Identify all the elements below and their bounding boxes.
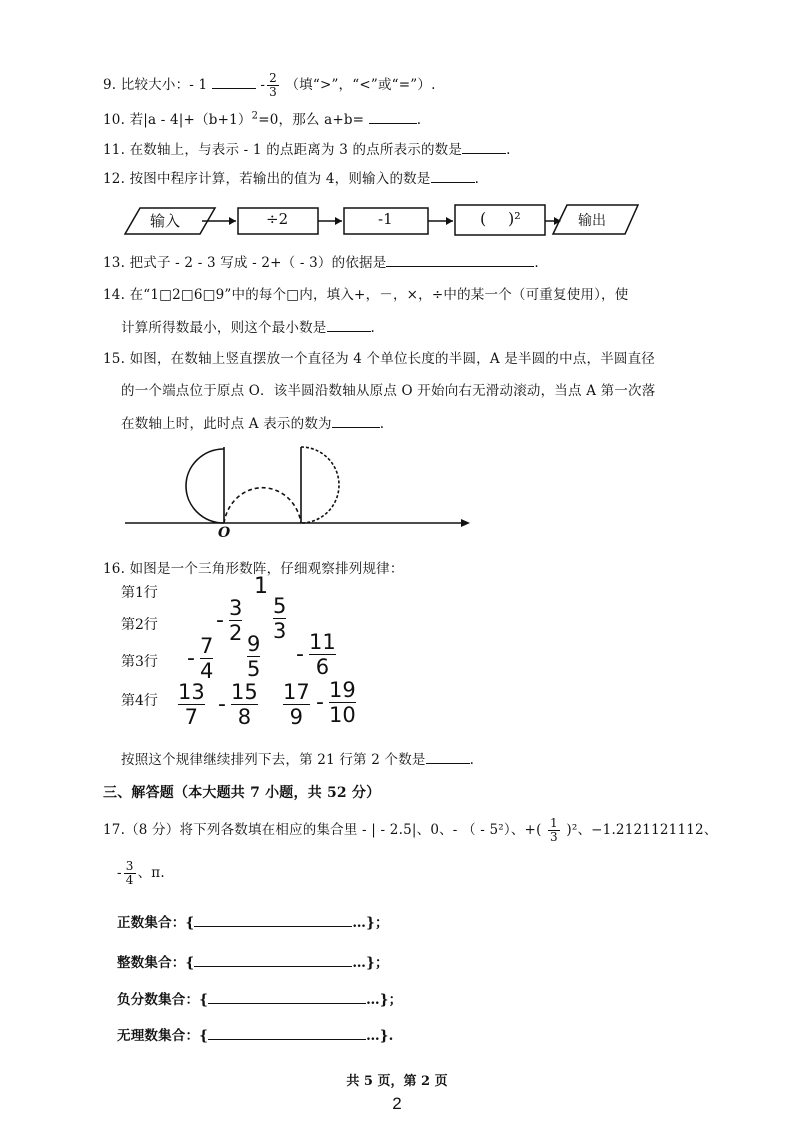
set-end: …}； xyxy=(366,992,403,1008)
semicircle-start xyxy=(186,449,224,523)
set-integer xyxy=(117,951,389,971)
semicircle-end xyxy=(301,447,339,523)
row4-item2: - $\frac{15}{8}$ xyxy=(218,680,258,729)
flow-input-label: 输入 xyxy=(150,212,181,230)
set-end: …}； xyxy=(352,955,389,971)
set-label: 正数集合：{ xyxy=(117,915,195,931)
set-irrational xyxy=(117,1024,394,1044)
row3-item2: $\frac{9}{5}$ xyxy=(247,632,261,681)
flow-step3-open: ( xyxy=(480,209,487,228)
row4-item1: $\frac{13}{7}$ xyxy=(178,680,205,729)
flow-step2-label: -1 xyxy=(378,210,393,228)
question-text: 按照这个规律继续排列下去，第 21 行第 2 个数是 xyxy=(121,752,426,768)
row2-item1: - $\frac{3}{2}$ xyxy=(216,596,243,645)
set-end: …}. xyxy=(366,1028,394,1044)
question-number: 11. xyxy=(103,142,126,158)
sign: - xyxy=(117,865,122,881)
question-text: 如图是一个三角形数阵，仔细观察排列规律： xyxy=(129,561,404,577)
question-text: 比较大小：- 1 xyxy=(120,77,208,93)
set-positive xyxy=(117,911,389,931)
row3-item1: - $\frac{7}{4}$ xyxy=(187,634,214,683)
set-label: 整数集合：{ xyxy=(117,955,195,971)
period: . xyxy=(469,752,475,768)
question-text: 的一个端点位于原点 O．该半圆沿数轴从原点 O 开始向右无滑动滚动，当点 A 第一次落 xyxy=(121,383,656,399)
row-label-1: 第1行 xyxy=(121,585,158,601)
set-end: …}； xyxy=(352,915,389,931)
question-text: 计算所得数最小，则这个最小数是 xyxy=(121,320,327,336)
question-text: 如图，在数轴上竖直摆放一个直径为 4 个单位长度的半圆，A 是半圆的中点，半圆直径 xyxy=(129,351,655,367)
page-number: 2 xyxy=(392,1094,402,1113)
set-label: 无理数集合：{ xyxy=(117,1028,209,1044)
exponent: 2 xyxy=(251,110,259,122)
question-number: 14. xyxy=(103,287,126,303)
answer-blank[interactable] xyxy=(208,1027,366,1040)
fraction-three-quarters: $\frac{3}{4}$ xyxy=(125,859,134,887)
question-number: 17. xyxy=(103,822,126,838)
answer-blank[interactable] xyxy=(194,914,352,927)
question-text: 将下列各数填在相应的集合里 - | - 2.5|、0、- （ - 5²）、+( xyxy=(179,822,547,838)
row-label-3: 第3行 xyxy=(121,654,158,670)
origin-label: O xyxy=(218,525,231,541)
row1-item1: 1 xyxy=(254,574,268,599)
question-text: )²、−1.2121121112、 xyxy=(561,822,718,838)
fraction-one-third: $\frac{1}{3}$ xyxy=(550,816,558,844)
question-number: 16. xyxy=(103,561,126,577)
rolling-path xyxy=(224,488,301,523)
question-text: 把式子 - 2 - 3 写成 - 2+（ - 3）的依据是 xyxy=(129,255,387,271)
question-text: 按图中程序计算，若输出的值为 4，则输入的数是 xyxy=(129,171,431,187)
question-17-line2 xyxy=(117,860,165,887)
flow-output-label: 输出 xyxy=(578,213,606,229)
score: （8 分） xyxy=(125,822,180,838)
set-label: 负分数集合：{ xyxy=(117,992,209,1008)
sign: - xyxy=(260,77,266,93)
period: . xyxy=(534,255,539,271)
row-label-4: 第4行 xyxy=(121,693,158,709)
section-3-title: 三、解答题（本大题共 7 小题，共 52 分） xyxy=(103,785,381,801)
flow-step1-label: ÷2 xyxy=(266,210,289,228)
answer-blank[interactable] xyxy=(426,751,470,764)
period: . xyxy=(506,142,511,158)
period: . xyxy=(416,112,422,128)
flow-step3-close: )² xyxy=(508,209,521,228)
row4-item3: $\frac{17}{9}$ xyxy=(283,680,310,729)
row4-item4: - $\frac{19}{10}$ xyxy=(316,678,356,727)
set-negative-fraction xyxy=(117,988,402,1008)
question-text: 在数轴上，与表示 - 1 的点距离为 3 的点所表示的数是 xyxy=(129,142,463,158)
question-text: 、π. xyxy=(137,865,165,881)
answer-blank[interactable] xyxy=(208,991,366,1004)
question-number: 15. xyxy=(103,351,126,367)
question-number: 9. xyxy=(103,77,117,93)
question-text: 若|a - 4|+（b+1） xyxy=(129,112,252,128)
question-text: =0，那么 a+b= xyxy=(258,112,365,128)
period: . xyxy=(474,171,480,187)
question-16-ask xyxy=(121,748,474,768)
question-number: 10. xyxy=(103,112,126,128)
answer-blank[interactable] xyxy=(194,954,352,967)
question-text: 在“1□2□6□9”中的每个□内，填入+，－，×，÷中的某一个（可重复使用），使 xyxy=(129,287,629,303)
fraction: $\frac{2}{3}$ xyxy=(269,71,277,99)
question-17-line1 xyxy=(103,817,718,844)
question-text-end: （填“>”，“<”或“=”）. xyxy=(285,77,436,93)
question-text: 在数轴上时，此时点 A 表示的数为 xyxy=(121,416,332,432)
question-number: 12. xyxy=(103,171,126,187)
question-number: 13. xyxy=(103,255,126,271)
period: . xyxy=(379,416,385,432)
period: . xyxy=(370,320,375,336)
row-label-2: 第2行 xyxy=(121,617,158,633)
row2-item2: $\frac{5}{3}$ xyxy=(273,594,287,643)
row3-item3: - $\frac{11}{6}$ xyxy=(296,630,336,679)
page-footer: 共 5 页，第 2 页 xyxy=(346,1074,448,1089)
